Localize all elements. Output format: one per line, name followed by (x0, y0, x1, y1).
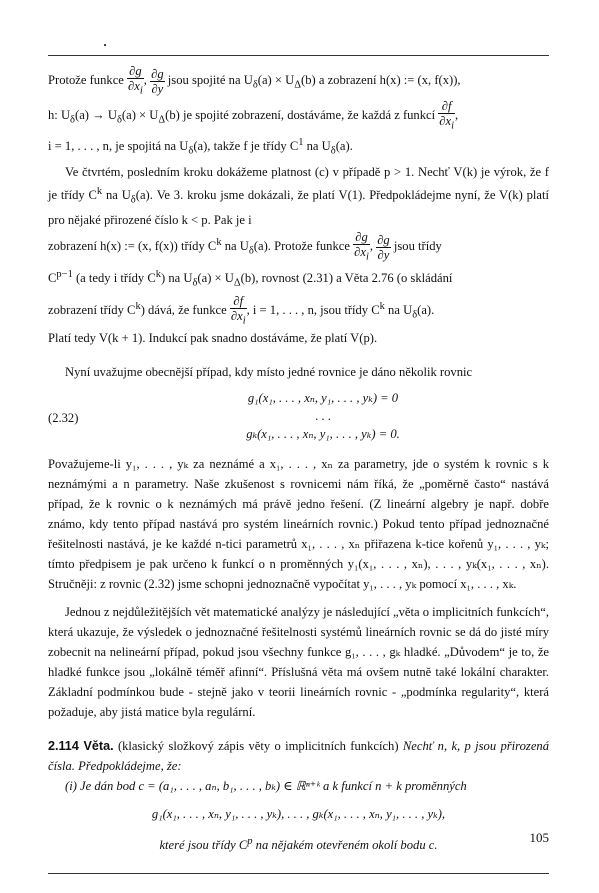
equation-2-32 (48, 388, 549, 450)
equation-line-1: g₁(x₁, . . . , xₙ, y₁, . . . , yₖ) = 0 (247, 391, 399, 406)
equation-line-2: gₖ(x₁, . . . , xₙ, y₁, . . . , yₖ) = 0. (246, 427, 400, 442)
header-mark (104, 44, 106, 46)
text: Protože funkce (48, 73, 124, 88)
theorem-number: 2.114 Věta. (48, 739, 114, 754)
theorem-item-i: (i) Je dán bod c = (a₁, . . . , aₙ, b₁, . . . , bₖ) ∈ ℝⁿ⁺ᵏ a k funkcí n + k proměnných (65, 779, 467, 794)
fraction-dg-dy: $\frac{\partial g}{\partial y}$ (151, 66, 164, 96)
paragraph-5: zobrazení h(x) := (x, f(x)) třídy $C^k$ na $U_\delta(a)$. Protože funkce $\frac{\partial g}{\partial x_i}$ , $\frac{\partial g}{\partial y}$ jsou třídy (48, 230, 442, 263)
theorem-title: (klasický složkový zápis věty o implicitních funkcích) (113, 739, 399, 754)
theorem-last-line: které jsou třídy $C^p$ na nějakém otevřeném okolí bodu c. (159, 836, 438, 853)
page-content (48, 64, 549, 855)
fraction-dg-dxi-2: $\frac{\partial g}{\partial x_i}$ (354, 230, 369, 263)
paragraph-7: zobrazení třídy $C^k$) dává, že funkce $\frac{\partial f}{\partial x_i}$ , i = 1, . . . , n, jsou třídy $C^k$ na $U_\delta(a)$. (48, 293, 435, 327)
paragraph-11: Jednou z nejdůležitějších vět matematické analýzy je následující „věta o implicitních funkcích“, která ukazuje, že výsledek o jednoznačné řešitelnosti systémů lineárních rovnic se dá do jisté míry zobecnit na nelineární případ, pokud jsou všechny funkce g₁, . . . , gₖ hladké. „Důvodem“ je to, že hladké funkce jsou „lokálně téměř afinní“. Příslušná věta má ovšem nutně také lokální charakter. Základní podmínkou bude - stejně jako v teorii lineárních rovnic - „podmínka regularity“, která požaduje, aby jistá matice byla regulární. (48, 605, 549, 720)
paragraph-2: h: $U_\delta(a) \to U_\delta(a) \times U_\Delta(b)$ je spojité zobrazení, dostáváme, že každá z funkcí $\frac{\partial f}{\partial x_i}$ , (48, 98, 459, 132)
equation-dots: . . . (315, 409, 331, 424)
page-number: 105 (529, 830, 549, 845)
theorem-functions: g₁(x₁, . . . , xₙ, y₁, . . . , yₖ), . . . , gₖ(x₁, . . . , xₙ, y₁, . . . , yₖ), (151, 807, 446, 822)
theorem-assumption: Nechť n, k, p jsou přirozená čísla. Předpokládejme, že: (48, 739, 549, 774)
theorem-heading (48, 736, 549, 776)
paragraph-3: i = 1, . . . , n, je spojitá na $U_\delta(a)$, takže f je třídy $C^1$ na $U_\delta(a)$. (48, 137, 353, 157)
paragraph-4: Ve čtvrtém, posledním kroku dokážeme platnost (c) v případě p > 1. Nechť V(k) je výrok, že f je třídy $C^k$ na $U_\delta(a)$. Ve 3. kroku jsme dokázali, že platí V(1). Předpokládejme nyní, že V(k) platí pro nějaké přirozené číslo k < p. Pak je i (48, 164, 549, 228)
paragraph-1: Protože funkce $\frac{\partial g}{\partial x_i}$ , $\frac{\partial g}{\partial y}$ jsou spojité na $U_\delta(a) \times U_\Delta(b)$ a zobrazení h(x) := (x, f(x)), (48, 64, 461, 97)
paragraph-10: Považujeme-li y₁, . . . , yₖ za neznámé a x₁, . . . , xₙ za parametry, jde o systém k rovnic s k neznámými a n parametry. Naše zkušenost s rovnicemi nám říká, že „poměrně často“ nastává případ, že k rovnic o k neznámých má právě jedno řešení. (Z lineární algebry je např. dobře známo, kdy tento případ nastává pro systém lineárních rovnic.) Pokud tento případ jednoznačné řešitelnosti nastává, je ke každé n-tici parametrů x₁, . . . , xₙ přiřazena k-tice kořenů y₁, . . . , yₖ; tímto předpisem je pak určeno k funkcí o n proměnných y₁(x₁, . . . , xₙ), . . . , yₖ(x₁, . . . , xₙ). Stručněji: z rovnic (2.32) jsme schopni jednoznačně vypočítat y₁, . . . , yₖ pomocí x₁, . . . , xₖ. (48, 457, 549, 592)
header-rule (48, 55, 549, 56)
paragraph-9: Nyní uvažujme obecnější případ, kdy místo jedné rovnice je dáno několik rovnic (65, 365, 473, 380)
equation-number: (2.32) (48, 411, 79, 426)
fraction-df-dxi-2: $\frac{\partial f}{\partial x_i}$ (230, 293, 246, 327)
paragraph-8: Platí tedy V(k + 1). Indukcí pak snadno dostáváme, že platí V(p). (48, 331, 378, 346)
fraction-df-dxi: $\frac{\partial f}{\partial x_i}$ (439, 98, 455, 132)
footer-rule (48, 873, 549, 874)
fraction-dg-dxi: $\frac{\partial g}{\partial x_i}$ (128, 64, 143, 97)
paragraph-6: $C^{p-1}$ (a tedy i třídy $C^k$) na $U_\delta(a) \times U_\Delta(b)$, rovnost (2.31) a Věta 2.76 (o skládání (48, 268, 453, 289)
fraction-dg-dy-2: $\frac{\partial g}{\partial y}$ (377, 233, 390, 263)
